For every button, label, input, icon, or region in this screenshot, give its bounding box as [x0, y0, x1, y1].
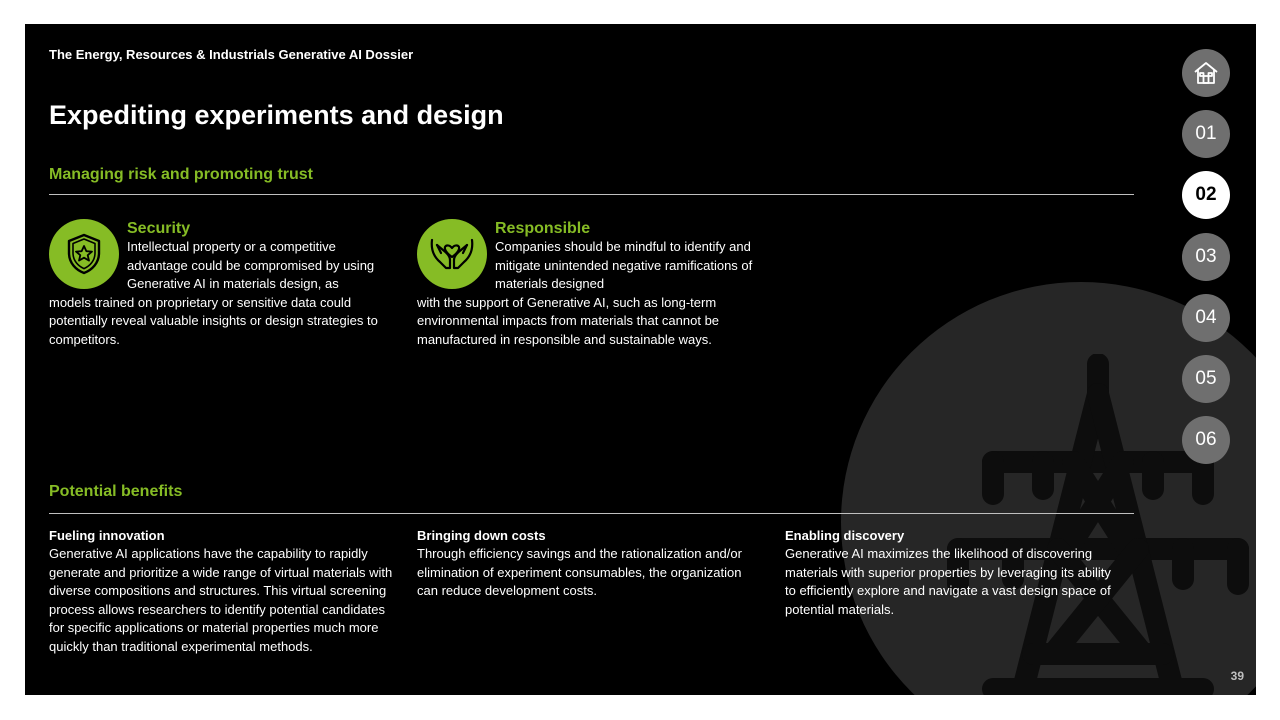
responsible-card: [417, 219, 757, 350]
benefit-text: Generative AI maximizes the likelihood of discovering materials with superior properties by leveraging its ability to efficiently explore and navigate a vast design space of potential materials.: [785, 546, 1111, 617]
nav-item-05[interactable]: 05: [1182, 355, 1230, 403]
security-card-intro: Intellectual property or a competitive advantage could be compromised by using Generative AI in materials design, as: [127, 239, 375, 292]
nav-item-06[interactable]: 06: [1182, 416, 1230, 464]
home-icon: [1192, 59, 1220, 87]
page-number: 39: [1230, 669, 1244, 683]
shield-star-icon: [49, 219, 119, 289]
benefit-title: Bringing down costs: [417, 528, 546, 543]
benefit-enabling-discovery: [785, 526, 1125, 619]
nav-item-02[interactable]: 02: [1182, 171, 1230, 219]
responsible-card-title: Responsible: [495, 220, 591, 237]
benefits-section-divider: [49, 513, 1134, 514]
dossier-title: The Energy, Resources & Industrials Generative AI Dossier: [49, 47, 414, 62]
slide: [25, 24, 1256, 695]
risk-section-divider: [49, 194, 1134, 195]
risk-section-heading: Managing risk and promoting trust: [49, 166, 314, 183]
page-title: Expediting experiments and design: [49, 100, 504, 130]
caring-hands-icon: [417, 219, 487, 289]
nav-item-01[interactable]: 01: [1182, 110, 1230, 158]
benefit-text: Through efficiency savings and the rationalization and/or elimination of experiment consumables, the organization can reduce development costs.: [417, 546, 742, 599]
security-card-title: Security: [127, 220, 191, 237]
responsible-card-body: with the support of Generative AI, such as long-term environmental impacts from materials that cannot be manufactured in responsible and sustainable ways.: [417, 294, 720, 347]
benefit-bringing-down-costs: [417, 526, 742, 601]
home-button[interactable]: [1182, 49, 1230, 97]
benefit-title: Fueling innovation: [49, 528, 165, 543]
benefit-title: Enabling discovery: [785, 528, 905, 543]
responsible-card-intro: Companies should be mindful to identify and mitigate unintended negative ramifications of materials designed: [495, 239, 753, 292]
benefit-fueling-innovation: [49, 526, 394, 657]
nav-item-04[interactable]: 04: [1182, 294, 1230, 342]
security-card: [49, 219, 394, 350]
benefits-section-heading: Potential benefits: [49, 483, 183, 500]
benefit-text: Generative AI applications have the capability to rapidly generate and prioritize a wide range of virtual materials with diverse compositions and structures. This virtual screening process allows researchers to identify potential candidates for specific applications or material properties much more quickly than traditional experimental methods.: [49, 546, 393, 654]
security-card-body: models trained on proprietary or sensitive data could potentially reveal valuable insights or design strategies to competitors.: [49, 294, 378, 347]
nav-item-03[interactable]: 03: [1182, 233, 1230, 281]
power-pylon-icon: [943, 354, 1253, 695]
